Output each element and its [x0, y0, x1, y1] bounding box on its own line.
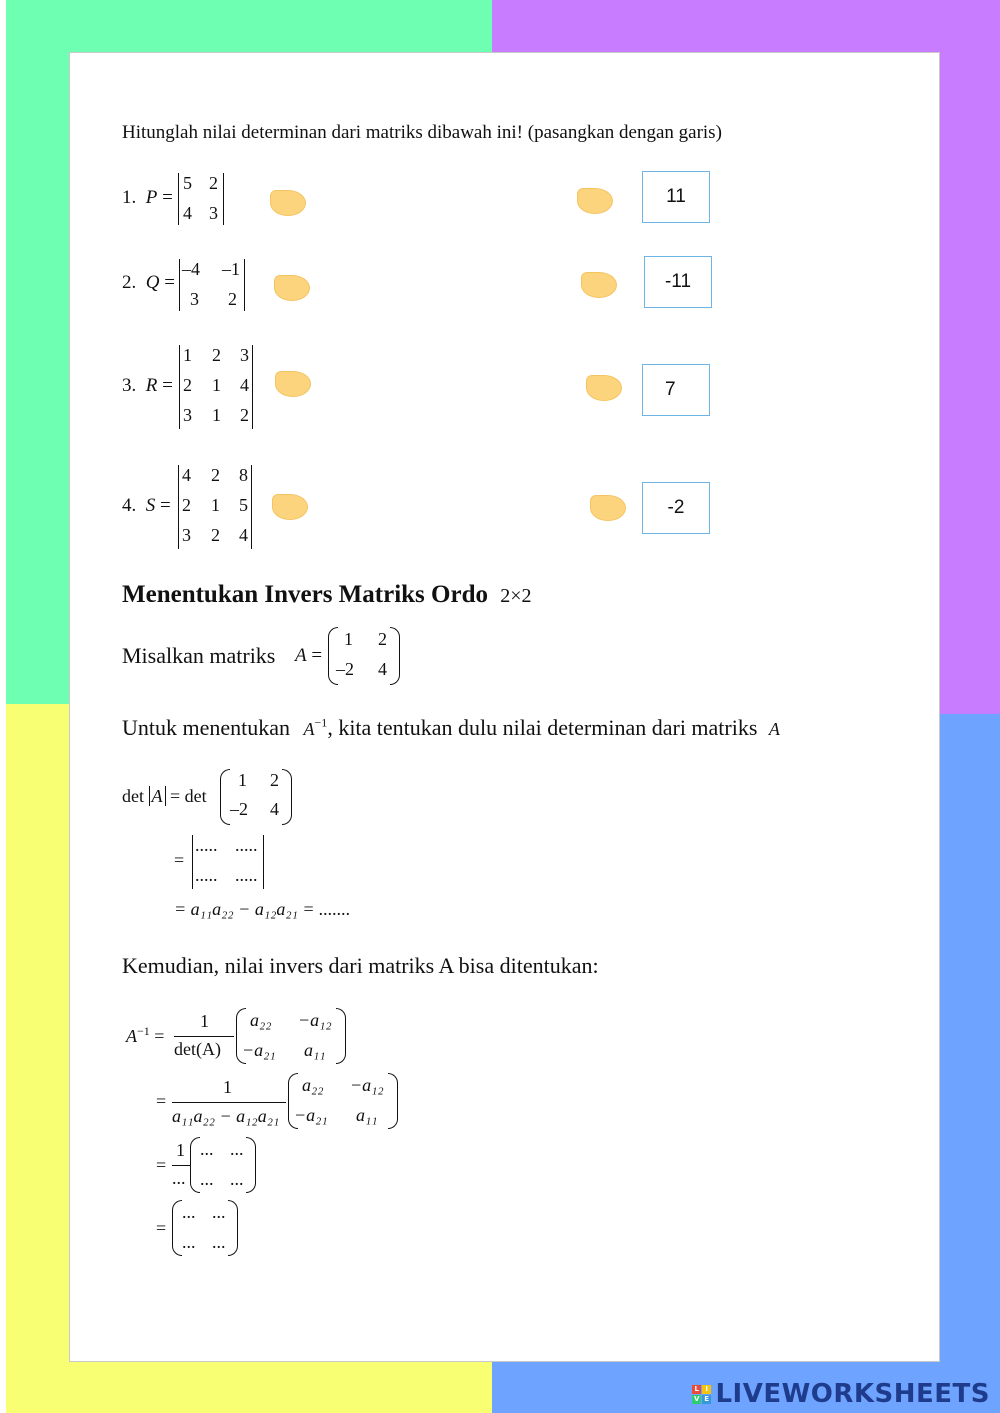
cell: 4: [183, 203, 192, 223]
problem-number: 1.: [122, 187, 137, 208]
logo-letter: I: [702, 1385, 711, 1394]
para1-pre: Untuk menentukan: [122, 715, 291, 740]
det-blank-matrix: [192, 835, 264, 889]
connector-dot-right-1[interactable]: [577, 188, 613, 214]
blank: ...: [212, 1202, 226, 1222]
cell: −a₁₂: [298, 1010, 332, 1030]
example-intro: Misalkan matriks: [122, 643, 276, 668]
inverse-numerator-3: 1: [176, 1140, 185, 1160]
cell: 3: [182, 525, 191, 545]
answer-box-2[interactable]: -11: [644, 256, 712, 308]
section-order: 2×2: [500, 585, 532, 607]
worksheet-page: Hitunglah nilai determinan dari matriks dibawah ini! (pasangkan dengan garis) 1. P = 5 2 4 3 11 2. Q = –4 –1 3 2 -11 3. R = 1 2 3 2 1 4 3 1 2 7 4. S = 4 2 8 2 1 5 3 2 4 -2 Menentukan Invers Matriks Ordo 2×2 Misalkan matriks A = 1 2 –2 4 Untuk menentukan $A^{-1}$, kita tentukan dulu nilai determinan dari matriks A det A = det 1 2 –2 4 = ..... ..... ..... ..... = a₁₁a₂₂ − a₁₂a₂₁ = ....... Kemudian, nilai invers dari matriks A bisa ditentukan: $A^{-1}$ = 1 det(A) a₂₂ −a₁₂ −a₂₁ a₁₁ = 1 a₁₁a₂₂ − a₁₂a₂₁ a₂₂ −a₁₂ −a₂₁ a₁₁ = 1 ... ... ... ... ... = ... ... ... ...: [69, 52, 940, 1362]
problem-number: 3.: [122, 375, 137, 396]
inverse-lhs-sup: −1: [137, 1024, 150, 1038]
cell: 3: [209, 203, 218, 223]
inverse-denominator-blank: ...: [172, 1168, 186, 1188]
example-matrix-a: [328, 627, 400, 685]
blank: ...: [230, 1169, 244, 1189]
det-calc-line1: [122, 786, 207, 807]
connector-dot-right-3[interactable]: [586, 375, 622, 401]
det-word: det: [184, 786, 207, 806]
blank: .....: [235, 835, 258, 855]
cell: −a₁₂: [350, 1075, 384, 1095]
cell: 1: [183, 345, 192, 365]
cell: –1: [222, 259, 240, 279]
connector-dot-left-1[interactable]: [270, 190, 306, 216]
cell: a₂₂: [302, 1075, 324, 1095]
det-eq: =: [170, 786, 181, 806]
cell: 2: [240, 405, 249, 425]
answer-box-3[interactable]: 7: [642, 364, 710, 416]
para1-sym: A: [303, 719, 315, 739]
cell: −a₂₁: [242, 1040, 276, 1060]
cell: −a₂₁: [294, 1105, 328, 1125]
cell: 2: [182, 495, 191, 515]
inverse-lhs-sym: A: [126, 1026, 137, 1046]
matrix-name: Q: [145, 272, 160, 293]
blank: .....: [235, 865, 258, 885]
cell: a₁₁: [356, 1105, 378, 1125]
inverse-denominator-det: det(A): [174, 1039, 221, 1059]
determinant-p: [178, 173, 224, 225]
logo-letter: V: [693, 1394, 700, 1403]
cell: 2: [378, 629, 387, 649]
matrix-name: P: [145, 187, 158, 208]
determinant-r: [179, 345, 253, 429]
connector-dot-left-3[interactable]: [275, 371, 311, 397]
det-abs-a: A: [149, 786, 166, 806]
paragraph-determinant-intro: [122, 715, 780, 741]
det-formula: = a₁₁a₂₂ − a₁₂a₂₁ = .......: [174, 899, 351, 919]
blank-matrix-3: [190, 1137, 256, 1193]
cell: 4: [182, 465, 191, 485]
cell: 3: [240, 345, 249, 365]
para1-post: , kita tentukan dulu nilai determinan dari matriks: [327, 715, 758, 740]
cell: 8: [239, 465, 248, 485]
determinant-q: [179, 259, 245, 311]
logo-icon: [692, 1385, 711, 1404]
inverse-eq-4: =: [156, 1218, 167, 1238]
cell: 3: [183, 405, 192, 425]
answer-box-4[interactable]: -2: [642, 482, 710, 534]
cell: 1: [211, 495, 220, 515]
blank: .....: [195, 835, 218, 855]
answer-box-1[interactable]: 11: [642, 171, 710, 223]
blank: ...: [182, 1202, 196, 1222]
para1-end: A: [768, 719, 780, 739]
cell: a₁₁: [304, 1040, 326, 1060]
cell: a₂₂: [250, 1010, 272, 1030]
cell: 5: [183, 173, 192, 193]
logo-letter: E: [704, 1394, 710, 1403]
inverse-denominator-expanded: a₁₁a₂₂ − a₁₂a₂₁: [172, 1106, 280, 1126]
cell: 4: [240, 375, 249, 395]
connector-dot-left-2[interactable]: [274, 275, 310, 301]
blank-matrix-4: [172, 1200, 238, 1256]
cell: 2: [270, 770, 279, 790]
cell: 1: [344, 629, 353, 649]
blank: ...: [200, 1139, 214, 1159]
cell: 1: [212, 375, 221, 395]
adjugate-matrix-1: [236, 1008, 346, 1064]
matrix-name: S: [145, 495, 156, 516]
cell: 2: [209, 173, 218, 193]
determinant-s: [178, 465, 252, 549]
cell: 1: [238, 770, 247, 790]
problem-number: 4.: [122, 495, 137, 516]
cell: –2: [230, 799, 248, 819]
cell: 3: [190, 289, 199, 309]
inverse-numerator-2: 1: [223, 1077, 232, 1097]
cell: 2: [211, 525, 220, 545]
det-eq-2: =: [174, 850, 185, 870]
cell: 2: [211, 465, 220, 485]
para1-sup: −1: [314, 715, 328, 730]
adjugate-matrix-2: [288, 1073, 398, 1129]
cell: –2: [336, 659, 354, 679]
section-heading: [122, 581, 532, 609]
instruction-text: Hitunglah nilai determinan dari matriks dibawah ini! (pasangkan dengan garis): [122, 122, 722, 143]
connector-dot-left-4[interactable]: [272, 494, 308, 520]
fraction-bar-1: [174, 1036, 234, 1037]
blank: ...: [182, 1232, 196, 1252]
blank: ...: [200, 1169, 214, 1189]
cell: 2: [228, 289, 237, 309]
cell: 4: [378, 659, 387, 679]
inverse-eq-3: =: [156, 1155, 167, 1175]
liveworksheets-logo: [692, 1379, 990, 1409]
section-title: Menentukan Invers Matriks Ordo: [122, 581, 488, 608]
cell: 2: [212, 345, 221, 365]
matrix-name: R: [145, 375, 158, 396]
inverse-eq-2: =: [156, 1091, 167, 1111]
blank: .....: [195, 865, 218, 885]
brand-text: LIVEWORKSHEETS: [715, 1379, 990, 1409]
det-calc-matrix: [220, 769, 292, 825]
cell: –4: [182, 259, 200, 279]
det-lhs: det: [122, 786, 144, 806]
cell: 5: [239, 495, 248, 515]
cell: 4: [270, 799, 279, 819]
connector-dot-right-4[interactable]: [590, 495, 626, 521]
cell: 1: [212, 405, 221, 425]
inverse-lhs: $A^{-1}$ =: [126, 1024, 165, 1046]
connector-dot-right-2[interactable]: [581, 272, 617, 298]
blank: ...: [212, 1232, 226, 1252]
cell: 4: [239, 525, 248, 545]
fraction-bar-3: [172, 1165, 190, 1166]
paragraph-inverse-intro: Kemudian, nilai invers dari matriks A bisa ditentukan:: [122, 953, 599, 978]
cell: 2: [183, 375, 192, 395]
example-matrix-name: A: [295, 645, 307, 666]
problem-number: 2.: [122, 272, 137, 293]
logo-letter: L: [692, 1385, 701, 1394]
blank: ...: [230, 1139, 244, 1159]
inverse-numerator: 1: [200, 1011, 209, 1031]
fraction-bar-2: [172, 1102, 286, 1103]
